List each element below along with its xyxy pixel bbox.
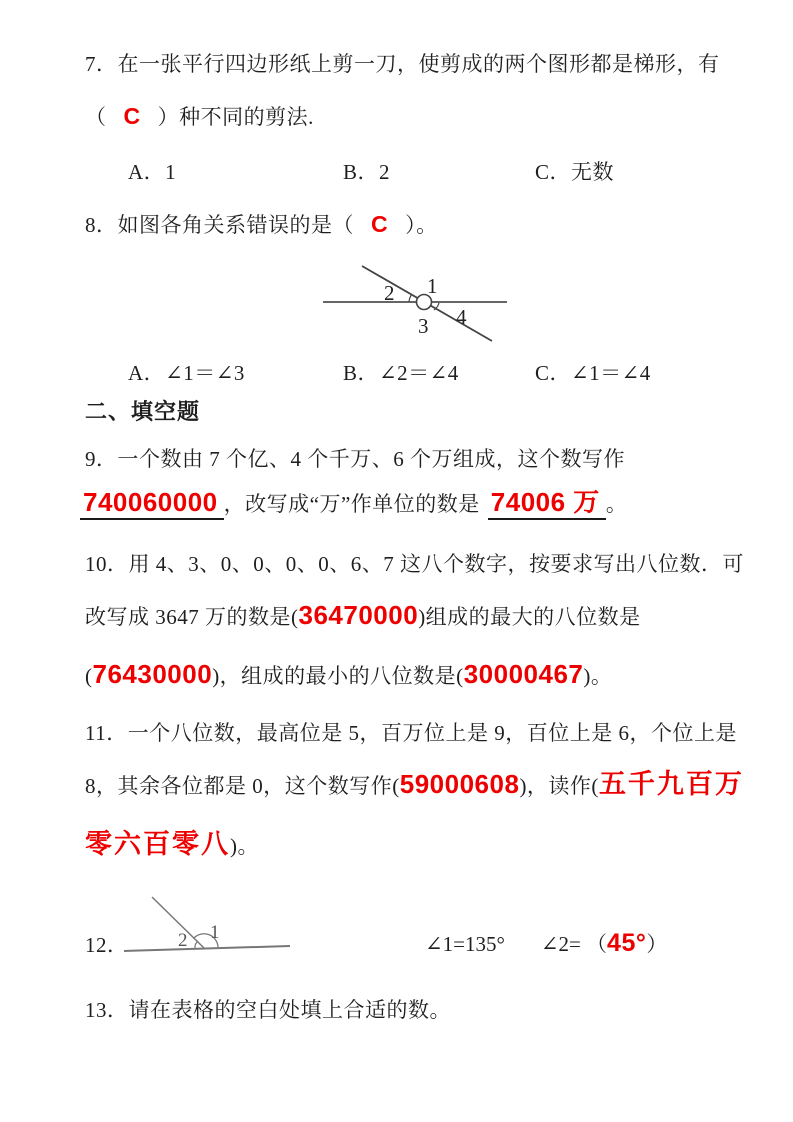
q10-line3-end: )。 bbox=[583, 664, 613, 688]
q7-options bbox=[85, 157, 745, 187]
q10-answer-2: 76430000 bbox=[92, 659, 213, 689]
q7-close-rest: ）种不同的剪法. bbox=[157, 105, 314, 129]
q10-line3-pre: ( bbox=[85, 664, 93, 688]
q11-answer-reading-part1: 五千九百万 bbox=[598, 769, 744, 799]
q12-number: 12． bbox=[85, 933, 129, 957]
angle-label-1: 1 bbox=[210, 922, 220, 943]
q10-answer-3: 30000467 bbox=[463, 659, 584, 689]
q10-line2 bbox=[85, 597, 641, 635]
q8-option-a: A．∠1＝∠3 bbox=[128, 361, 245, 385]
q8-option-c: C．∠1＝∠4 bbox=[535, 361, 651, 385]
angle-label-4: 4 bbox=[456, 305, 467, 329]
q11-line1: 11．一个八位数，最高位是 5，百万位上是 9，百位上是 6，个位上是 bbox=[85, 721, 737, 745]
q11-line2-mid: )，读作( bbox=[519, 774, 599, 798]
q9-mid-text: ，改写成“万”作单位的数是 bbox=[223, 492, 480, 516]
q11-line2 bbox=[85, 766, 744, 804]
q10-line3 bbox=[85, 656, 612, 694]
section2-header: 二、填空题 bbox=[85, 399, 201, 424]
q10-answer-1: 36470000 bbox=[298, 600, 419, 630]
q12-equation bbox=[425, 927, 667, 960]
angle-label-1: 1 bbox=[427, 274, 438, 298]
q8-stem-post: ）。 bbox=[405, 213, 438, 237]
q10-line2-pre: 改写成 3647 万的数是( bbox=[85, 605, 299, 629]
q8-answer: C bbox=[371, 211, 389, 237]
q9-answer-1: 740060000 bbox=[83, 487, 218, 517]
q7-open-paren: （ bbox=[85, 105, 107, 129]
q9-line2 bbox=[80, 483, 627, 523]
q8-stem-pre: 8．如图各角关系错误的是（ bbox=[85, 213, 354, 237]
q7-line1: 7．在一张平行四边形纸上剪一刀，使剪成的两个图形都是梯形，有 bbox=[85, 52, 720, 76]
q10-line1: 10．用 4、3、0、0、0、0、6、7 这八个数字，按要求写出八位数．可 bbox=[85, 552, 744, 576]
base-line bbox=[124, 946, 290, 951]
q9-answer-2: 74006 万 bbox=[490, 487, 600, 517]
q13-text: 13．请在表格的空白处填上合适的数。 bbox=[85, 998, 451, 1022]
q11-line3-end: )。 bbox=[230, 834, 259, 858]
q11-line2-pre: 8，其余各位都是 0，这个数写作( bbox=[85, 774, 400, 798]
q12-angle2-post: ） bbox=[646, 932, 668, 956]
angle-label-3: 3 bbox=[418, 314, 429, 338]
angle-label-2: 2 bbox=[178, 930, 188, 951]
q12-answer: 45° bbox=[607, 929, 647, 957]
q11-answer-number: 59000608 bbox=[399, 769, 520, 799]
q8-stem bbox=[85, 208, 438, 241]
q8-options bbox=[85, 358, 745, 388]
q11-line3 bbox=[85, 826, 259, 864]
q7-option-a: A．1 bbox=[128, 160, 177, 184]
q7-option-b: B．2 bbox=[343, 160, 391, 184]
q11-answer-reading-part2: 零六百零八 bbox=[85, 829, 230, 859]
q12-angle2-pre: ∠2= （ bbox=[540, 932, 608, 956]
q10-line3-mid: )，组成的最小的八位数是( bbox=[212, 664, 464, 688]
q8-option-b: B．∠2＝∠4 bbox=[343, 361, 459, 385]
q12-angle-diagram bbox=[122, 885, 302, 960]
angle-label-2: 2 bbox=[384, 281, 395, 305]
angle-2-arc bbox=[409, 294, 412, 302]
q8-intersecting-lines-diagram bbox=[320, 250, 515, 350]
q7-line2 bbox=[85, 100, 314, 133]
q12-angle1-value: ∠1=135° bbox=[425, 932, 505, 956]
q9-end-punct: 。 bbox=[605, 492, 628, 516]
q10-line2-post: )组成的最大的八位数是 bbox=[418, 605, 641, 629]
q9-line1: 9．一个数由 7 个亿、4 个千万、6 个万组成，这个数写作 bbox=[85, 447, 625, 471]
q7-answer: C bbox=[123, 103, 141, 129]
q7-option-c: C．无数 bbox=[535, 160, 615, 184]
